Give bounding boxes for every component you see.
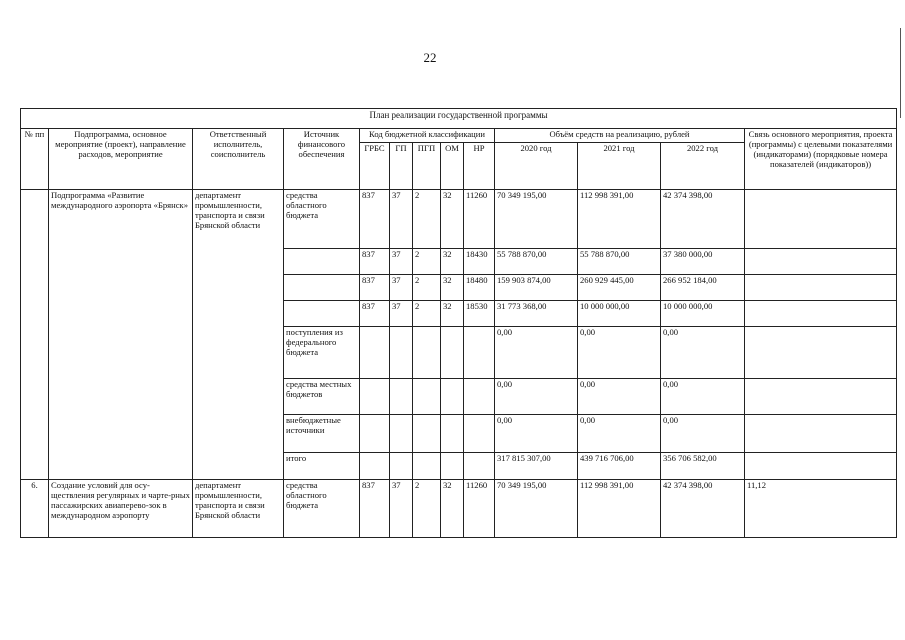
row-num [21,190,49,480]
amount-2020: 0,00 [495,327,578,379]
subprogram-name: Подпрограмма «Развитие международного аэропорта «Брянск» [49,190,193,480]
om-cell: 32 [441,275,464,301]
pgp-cell: 2 [413,275,441,301]
pgp-cell [413,415,441,453]
header-om: ОМ [441,143,464,190]
nr-cell [464,379,495,415]
nr-cell: 18530 [464,301,495,327]
activity-name: Создание условий для осу-ществления регулярных и чарте-рных пассажирских авиаперево-зок в международном аэропорту [49,480,193,538]
pgp-cell: 2 [413,301,441,327]
pgp-cell: 2 [413,249,441,275]
header-volume: Объём средств на реализацию, рублей [495,129,745,143]
amount-2020: 70 349 195,00 [495,480,578,538]
grbs-cell: 837 [360,249,390,275]
grbs-cell [360,453,390,480]
amount-2021: 10 000 000,00 [578,301,661,327]
pgp-cell: 2 [413,190,441,249]
link-cell [745,453,897,480]
header-executor: Ответственный исполнитель, соисполнитель [193,129,284,190]
gp-cell: 37 [390,301,413,327]
source-cell: поступления из федерального бюджета [284,327,360,379]
pgp-cell [413,379,441,415]
amount-2021: 112 998 391,00 [578,480,661,538]
amount-2022: 0,00 [661,327,745,379]
executor-name: департамент промышленности, транспорта и связи Брянской области [193,480,284,538]
source-cell: внебюджетные источники [284,415,360,453]
gp-cell: 37 [390,190,413,249]
pgp-cell [413,327,441,379]
header-source: Источник финансового обеспечения [284,129,360,190]
om-cell [441,327,464,379]
header-nr: НР [464,143,495,190]
page-number: 22 [423,50,437,65]
program-plan-table [20,108,897,538]
executor-name: департамент промышленности, транспорта и связи Брянской области [193,190,284,480]
amount-2020: 317 815 307,00 [495,453,578,480]
margin-rule [900,28,901,118]
table-row [21,190,897,249]
gp-cell [390,379,413,415]
gp-cell: 37 [390,275,413,301]
amount-2020: 55 788 870,00 [495,249,578,275]
nr-cell: 11260 [464,190,495,249]
pgp-cell [413,453,441,480]
nr-cell: 18430 [464,249,495,275]
gp-cell [390,327,413,379]
link-cell: 11,12 [745,480,897,538]
om-cell: 32 [441,301,464,327]
header-link: Связь основного мероприятия, проекта (программы) с целевыми показателями (индикаторами) (порядковые номера показателей (индикаторов)) [745,129,897,190]
amount-2022: 0,00 [661,415,745,453]
header-subprogram: Подпрограмма, основное мероприятие (проект), направление расходов, мероприятие [49,129,193,190]
source-cell: средства местных бюджетов [284,379,360,415]
source-cell [284,249,360,275]
grbs-cell [360,327,390,379]
header-grbs: ГРБС [360,143,390,190]
om-cell: 32 [441,190,464,249]
amount-2021: 55 788 870,00 [578,249,661,275]
gp-cell: 37 [390,249,413,275]
source-cell [284,275,360,301]
amount-2020: 0,00 [495,415,578,453]
link-cell [745,190,897,249]
amount-2022: 42 374 398,00 [661,190,745,249]
amount-2021: 0,00 [578,415,661,453]
link-cell [745,275,897,301]
amount-2022: 266 952 184,00 [661,275,745,301]
gp-cell [390,415,413,453]
pgp-cell: 2 [413,480,441,538]
amount-2022: 10 000 000,00 [661,301,745,327]
amount-2020: 159 903 874,00 [495,275,578,301]
amount-2022: 37 380 000,00 [661,249,745,275]
gp-cell [390,453,413,480]
grbs-cell: 837 [360,301,390,327]
nr-cell [464,453,495,480]
amount-2020: 31 773 368,00 [495,301,578,327]
source-cell: средства областного бюджета [284,480,360,538]
source-cell [284,301,360,327]
amount-2021: 260 929 445,00 [578,275,661,301]
header-num: № пп [21,129,49,190]
grbs-cell: 837 [360,275,390,301]
header-pgp: ПГП [413,143,441,190]
amount-2022: 0,00 [661,379,745,415]
header-2021: 2021 год [578,143,661,190]
om-cell [441,379,464,415]
amount-2020: 70 349 195,00 [495,190,578,249]
link-cell [745,415,897,453]
gp-cell: 37 [390,480,413,538]
nr-cell: 11260 [464,480,495,538]
amount-2021: 112 998 391,00 [578,190,661,249]
table-row [21,480,897,538]
header-gp: ГП [390,143,413,190]
om-cell [441,415,464,453]
link-cell [745,379,897,415]
nr-cell: 18480 [464,275,495,301]
om-cell [441,453,464,480]
grbs-cell [360,379,390,415]
amount-2021: 0,00 [578,379,661,415]
nr-cell [464,415,495,453]
om-cell: 32 [441,249,464,275]
header-2020: 2020 год [495,143,578,190]
amount-2021: 439 716 706,00 [578,453,661,480]
source-cell: средства областного бюджета [284,190,360,249]
amount-2022: 42 374 398,00 [661,480,745,538]
nr-cell [464,327,495,379]
source-cell: итого [284,453,360,480]
om-cell: 32 [441,480,464,538]
link-cell [745,327,897,379]
link-cell [745,249,897,275]
grbs-cell [360,415,390,453]
amount-2020: 0,00 [495,379,578,415]
grbs-cell: 837 [360,480,390,538]
amount-2022: 356 706 582,00 [661,453,745,480]
header-budget-code: Код бюджетной классификации [360,129,495,143]
link-cell [745,301,897,327]
header-2022: 2022 год [661,143,745,190]
grbs-cell: 837 [360,190,390,249]
amount-2021: 0,00 [578,327,661,379]
table-title: План реализации государственной программы [21,109,897,129]
row-num: 6. [21,480,49,538]
